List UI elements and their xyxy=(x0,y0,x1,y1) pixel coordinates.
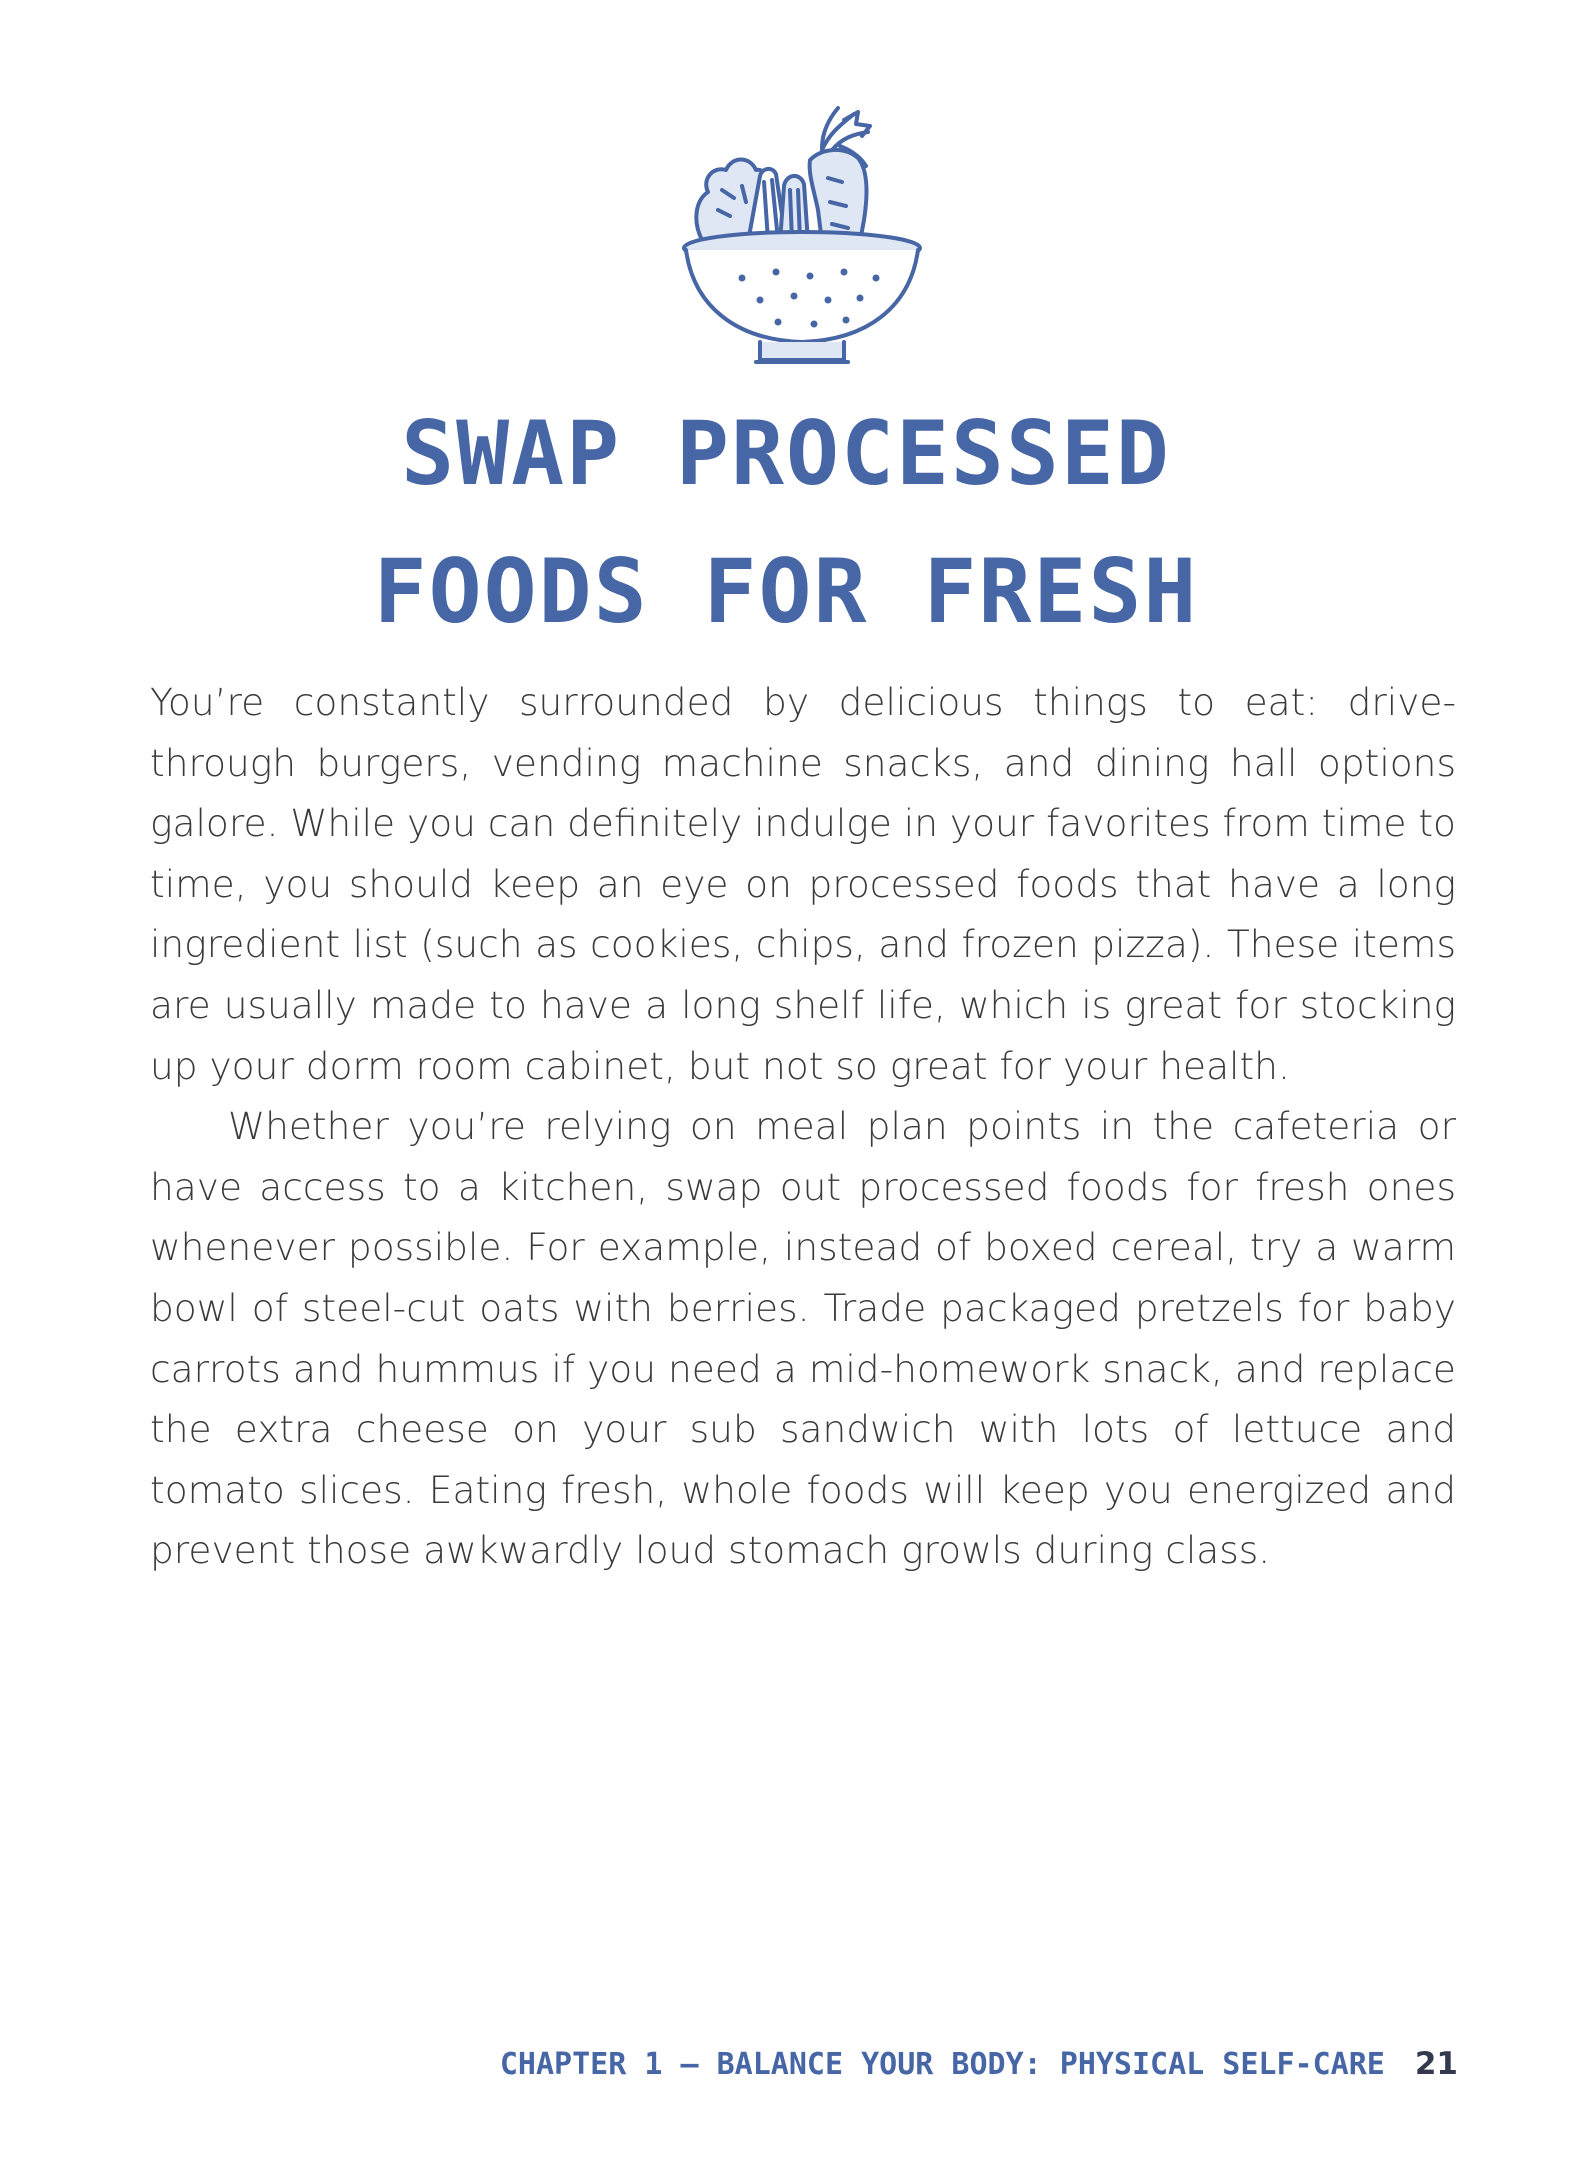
paragraph-2: Whether you’re relying on meal plan points in the cafeteria or have access to a kitchen, swap out processed foods for fresh ones whenever possible. For example, instead of boxed cereal, try a warm bowl of steel-cut oats with berries. Trade packaged pretzels for baby carrots and hummus if you need a mid-homework snack, and replace the extra cheese on your sub sandwich with lots of lettuce and tomato slices. Eating fresh, whole foods will keep you energized and prevent those awkwardly loud stomach growls during class. xyxy=(150,1104,1456,1573)
article-body xyxy=(150,672,1456,1581)
page-footer xyxy=(500,2046,1458,2096)
page-number: 21 xyxy=(1414,2046,1458,2082)
page-title xyxy=(150,385,1422,661)
paragraph-1: You’re constantly surrounded by delicious things to eat: drive-through burgers, vending machine snacks, and dining hall options galore. While you can definitely indulge in your favorites from time to time, you should keep an eye on processed foods that have a long ingredient list (such as cookies, chips, and frozen pizza). These items are usually made to have a long shelf life, which is great for stocking up your dorm room cabinet, but not so great for your health. xyxy=(150,680,1456,1088)
title-line-2: FOODS FOR FRESH xyxy=(373,540,1199,643)
title-line-1: SWAP PROCESSED xyxy=(401,402,1171,505)
running-footer-chapter: CHAPTER 1 – BALANCE YOUR BODY: PHYSICAL SELF-CARE xyxy=(499,2047,1385,2082)
vegetable-bowl-icon xyxy=(672,90,932,380)
